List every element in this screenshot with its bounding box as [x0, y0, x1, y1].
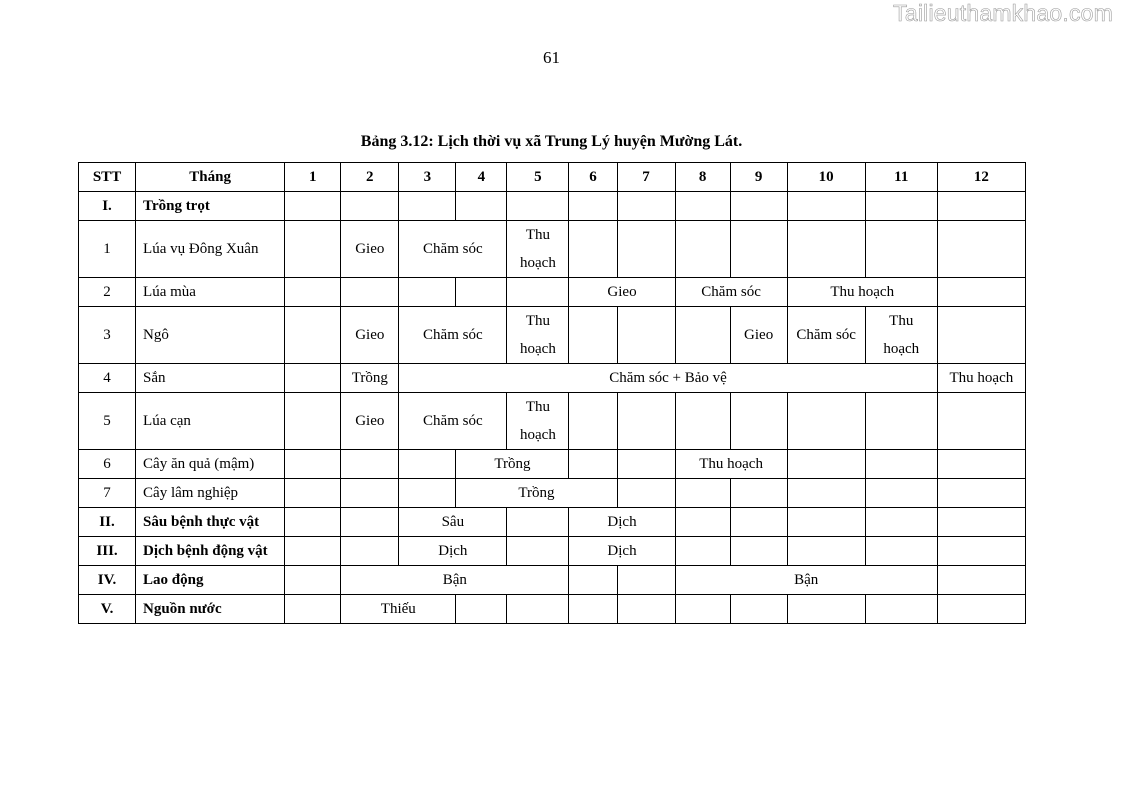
empty-month-cell	[507, 537, 569, 566]
empty-month-cell	[399, 278, 456, 307]
empty-month-cell	[675, 307, 730, 364]
header-cell: 8	[675, 163, 730, 192]
header-cell: 3	[399, 163, 456, 192]
empty-month-cell	[730, 508, 787, 537]
activity-cell: Dịch	[569, 537, 675, 566]
empty-month-cell	[730, 393, 787, 450]
header-cell: STT	[79, 163, 136, 192]
activity-cell: Gieo	[569, 278, 675, 307]
header-cell: 11	[865, 163, 937, 192]
empty-month-cell	[730, 192, 787, 221]
empty-month-cell	[865, 450, 937, 479]
empty-month-cell	[730, 479, 787, 508]
empty-month-cell	[730, 221, 787, 278]
empty-month-cell	[285, 393, 341, 450]
stt-cell: II.	[79, 508, 136, 537]
item-name-cell: Ngô	[136, 307, 285, 364]
activity-cell: Gieo	[341, 307, 399, 364]
activity-cell: Chăm sóc + Bảo vệ	[399, 364, 937, 393]
activity-cell: Trồng	[341, 364, 399, 393]
table-row	[79, 595, 1026, 624]
table-body	[79, 163, 1026, 624]
empty-month-cell	[617, 595, 675, 624]
empty-month-cell	[285, 278, 341, 307]
empty-month-cell	[865, 537, 937, 566]
activity-cell: Gieo	[341, 393, 399, 450]
item-name-cell: Cây ăn quả (mậm)	[136, 450, 285, 479]
activity-cell: Trồng	[456, 479, 617, 508]
empty-month-cell	[865, 508, 937, 537]
empty-month-cell	[569, 450, 617, 479]
table-row	[79, 566, 1026, 595]
empty-month-cell	[865, 393, 937, 450]
empty-month-cell	[285, 450, 341, 479]
header-cell: 2	[341, 163, 399, 192]
stt-cell: I.	[79, 192, 136, 221]
empty-month-cell	[730, 595, 787, 624]
empty-month-cell	[865, 192, 937, 221]
empty-month-cell	[569, 221, 617, 278]
table-row	[79, 364, 1026, 393]
empty-month-cell	[617, 479, 675, 508]
empty-month-cell	[341, 537, 399, 566]
item-name-cell: Lúa vụ Đông Xuân	[136, 221, 285, 278]
empty-month-cell	[285, 508, 341, 537]
empty-month-cell	[617, 450, 675, 479]
activity-cell: Chăm sóc	[675, 278, 787, 307]
empty-month-cell	[399, 192, 456, 221]
activity-cell: Dịch	[399, 537, 507, 566]
stt-cell: 4	[79, 364, 136, 393]
stt-cell: III.	[79, 537, 136, 566]
empty-month-cell	[617, 393, 675, 450]
empty-month-cell	[675, 479, 730, 508]
page-number: 61	[543, 48, 560, 67]
item-name-cell: Lúa cạn	[136, 393, 285, 450]
empty-month-cell	[285, 307, 341, 364]
empty-month-cell	[569, 566, 617, 595]
activity-cell: Chăm sóc	[399, 221, 507, 278]
activity-cell: Gieo	[341, 221, 399, 278]
empty-month-cell	[937, 393, 1025, 450]
empty-month-cell	[285, 221, 341, 278]
empty-month-cell	[617, 221, 675, 278]
empty-month-cell	[937, 192, 1025, 221]
empty-month-cell	[507, 278, 569, 307]
empty-month-cell	[937, 595, 1025, 624]
empty-month-cell	[787, 393, 865, 450]
stt-cell: IV.	[79, 566, 136, 595]
activity-cell: Bận	[341, 566, 569, 595]
empty-month-cell	[285, 537, 341, 566]
table-row	[79, 221, 1026, 278]
activity-cell: Bận	[675, 566, 937, 595]
header-cell: 9	[730, 163, 787, 192]
header-cell: 1	[285, 163, 341, 192]
empty-month-cell	[787, 192, 865, 221]
empty-month-cell	[787, 221, 865, 278]
empty-month-cell	[507, 595, 569, 624]
empty-month-cell	[865, 221, 937, 278]
empty-month-cell	[569, 192, 617, 221]
empty-month-cell	[675, 508, 730, 537]
empty-month-cell	[675, 393, 730, 450]
empty-month-cell	[341, 450, 399, 479]
stt-cell: 1	[79, 221, 136, 278]
empty-month-cell	[937, 221, 1025, 278]
item-name-cell: Sắn	[136, 364, 285, 393]
empty-month-cell	[285, 364, 341, 393]
activity-cell: Thu hoạch	[787, 278, 937, 307]
empty-month-cell	[569, 595, 617, 624]
stt-cell: 2	[79, 278, 136, 307]
empty-month-cell	[865, 595, 937, 624]
empty-month-cell	[937, 278, 1025, 307]
empty-month-cell	[865, 479, 937, 508]
activity-cell: Sâu	[399, 508, 507, 537]
empty-month-cell	[937, 450, 1025, 479]
empty-month-cell	[937, 479, 1025, 508]
header-cell: Tháng	[136, 163, 285, 192]
activity-cell: Thu hoạch	[675, 450, 787, 479]
table-row	[79, 393, 1026, 450]
empty-month-cell	[787, 450, 865, 479]
empty-month-cell	[285, 479, 341, 508]
empty-month-cell	[787, 595, 865, 624]
empty-month-cell	[675, 537, 730, 566]
table-row	[79, 307, 1026, 364]
activity-cell: Thu hoạch	[937, 364, 1025, 393]
empty-month-cell	[617, 307, 675, 364]
table-row	[79, 508, 1026, 537]
empty-month-cell	[675, 192, 730, 221]
empty-month-cell	[399, 450, 456, 479]
empty-month-cell	[787, 508, 865, 537]
empty-month-cell	[787, 537, 865, 566]
stt-cell: 3	[79, 307, 136, 364]
header-row	[79, 163, 1026, 192]
empty-month-cell	[937, 566, 1025, 595]
empty-month-cell	[456, 192, 507, 221]
activity-cell: Thu hoạch	[507, 393, 569, 450]
table-row	[79, 450, 1026, 479]
activity-cell: Chăm sóc	[399, 307, 507, 364]
watermark: Tailieuthamkhao.com	[893, 0, 1113, 26]
activity-cell: Thu hoạch	[507, 307, 569, 364]
stt-cell: 5	[79, 393, 136, 450]
table-row	[79, 278, 1026, 307]
activity-cell: Thu hoạch	[507, 221, 569, 278]
table-row	[79, 192, 1026, 221]
empty-month-cell	[569, 307, 617, 364]
table-row	[79, 479, 1026, 508]
activity-cell: Thiếu	[341, 595, 456, 624]
activity-cell: Gieo	[730, 307, 787, 364]
empty-month-cell	[285, 595, 341, 624]
activity-cell: Dịch	[569, 508, 675, 537]
activity-cell: Chăm sóc	[787, 307, 865, 364]
empty-month-cell	[456, 278, 507, 307]
empty-month-cell	[507, 192, 569, 221]
empty-month-cell	[937, 537, 1025, 566]
empty-month-cell	[937, 508, 1025, 537]
empty-month-cell	[730, 537, 787, 566]
empty-month-cell	[341, 192, 399, 221]
item-name-cell: Sâu bệnh thực vật	[136, 508, 285, 537]
header-cell: 6	[569, 163, 617, 192]
header-cell: 5	[507, 163, 569, 192]
stt-cell: V.	[79, 595, 136, 624]
activity-cell: Chăm sóc	[399, 393, 507, 450]
item-name-cell: Nguồn nước	[136, 595, 285, 624]
item-name-cell: Lúa mùa	[136, 278, 285, 307]
empty-month-cell	[617, 192, 675, 221]
header-cell: 12	[937, 163, 1025, 192]
item-name-cell: Cây lâm nghiệp	[136, 479, 285, 508]
empty-month-cell	[617, 566, 675, 595]
item-name-cell: Trồng trọt	[136, 192, 285, 221]
empty-month-cell	[456, 595, 507, 624]
item-name-cell: Lao động	[136, 566, 285, 595]
activity-cell: Thu hoạch	[865, 307, 937, 364]
stt-cell: 7	[79, 479, 136, 508]
empty-month-cell	[569, 393, 617, 450]
empty-month-cell	[787, 479, 865, 508]
empty-month-cell	[675, 595, 730, 624]
table-row	[79, 537, 1026, 566]
crop-calendar-table	[78, 162, 1026, 624]
empty-month-cell	[341, 278, 399, 307]
empty-month-cell	[507, 508, 569, 537]
empty-month-cell	[937, 307, 1025, 364]
header-cell: 10	[787, 163, 865, 192]
empty-month-cell	[285, 192, 341, 221]
empty-month-cell	[341, 508, 399, 537]
table-title: Bảng 3.12: Lịch thời vụ xã Trung Lý huyện Mường Lát.	[360, 133, 743, 150]
header-cell: 4	[456, 163, 507, 192]
header-cell: 7	[617, 163, 675, 192]
stt-cell: 6	[79, 450, 136, 479]
item-name-cell: Dịch bệnh động vật	[136, 537, 285, 566]
empty-month-cell	[285, 566, 341, 595]
empty-month-cell	[341, 479, 399, 508]
empty-month-cell	[675, 221, 730, 278]
activity-cell: Trồng	[456, 450, 569, 479]
empty-month-cell	[399, 479, 456, 508]
